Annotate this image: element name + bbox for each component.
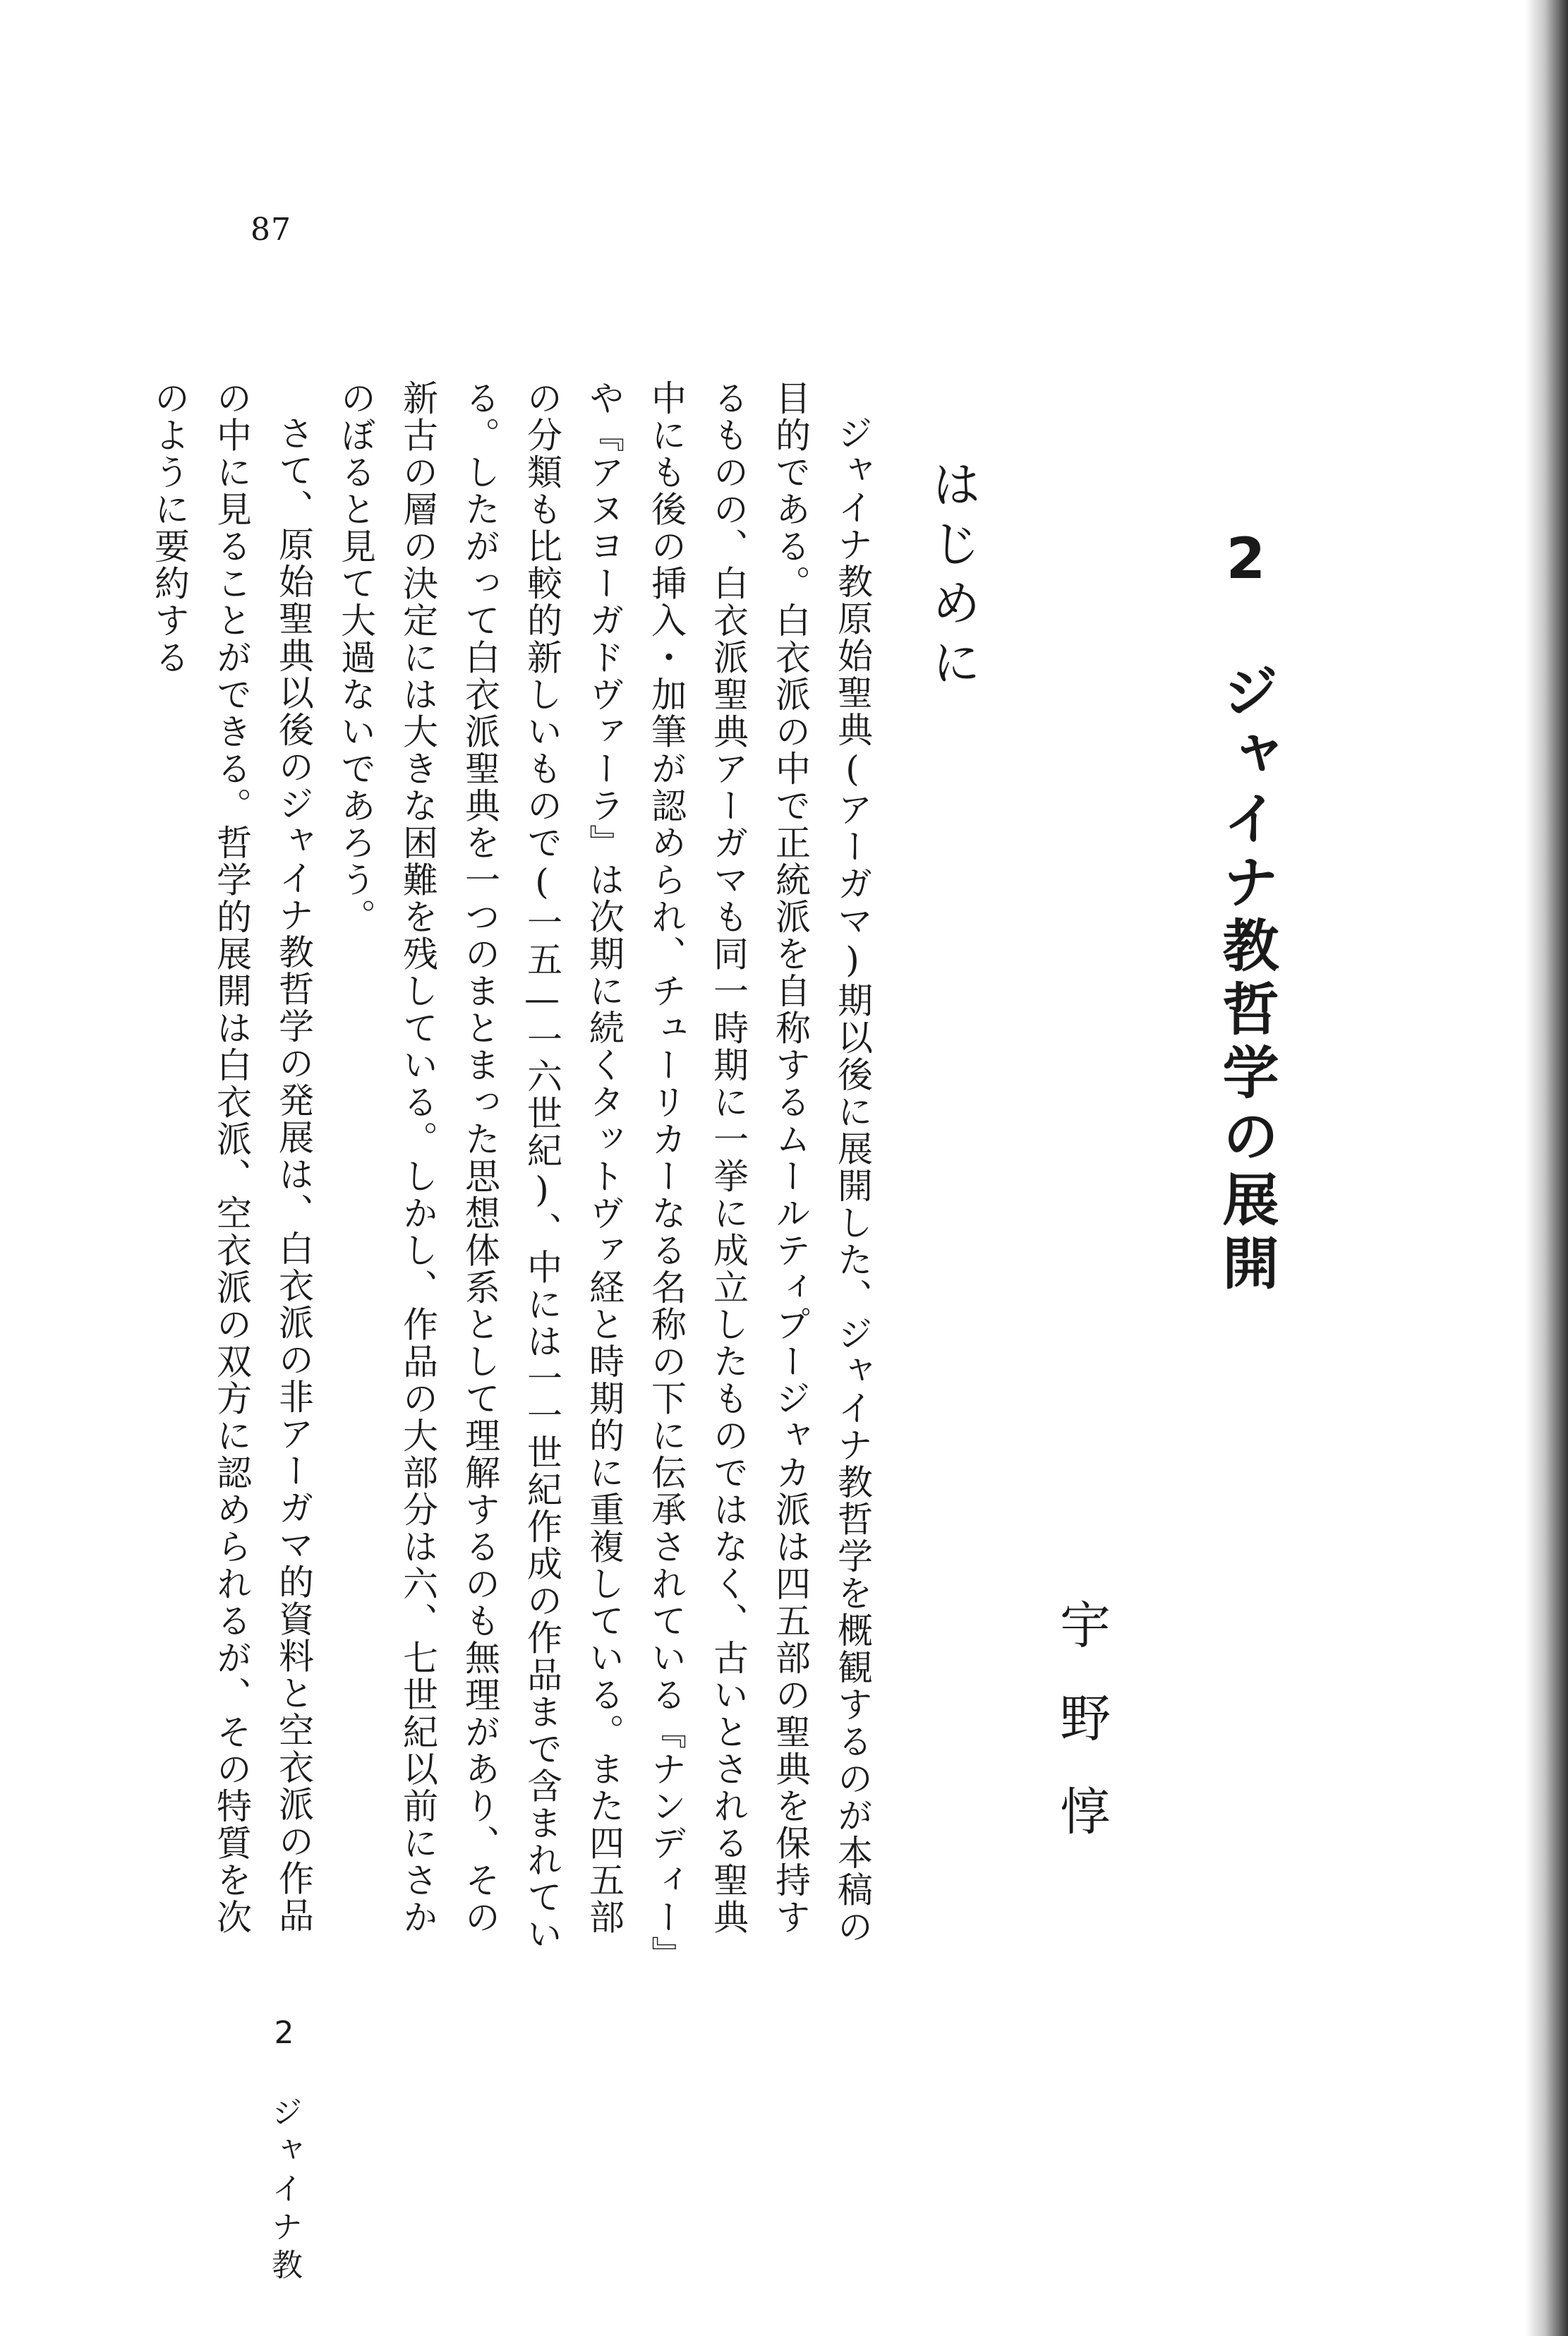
chapter-title: 2 ジャイナ教哲学の展開 <box>1213 526 1279 1297</box>
page-number: 87 <box>251 212 291 248</box>
body-text <box>149 380 883 1961</box>
paragraph-1: ジャイナ教原始聖典(アーガマ)期以後に展開した、ジャイナ教哲学を概観するのが本稿の目的である。白衣派の中で正統派を自称するムールティプージャカ派は四五部の聖典を保持するものの、白衣派聖典アーガマも同一時期に一挙に成立したものではなく、古いとされる聖典中にも後の挿入・加筆が認められ、チューリカーなる名称の下に伝承されている『ナンディー』や『アヌヨーガドヴァーラ』は次期に続くタットヴァ経と時期的に重複している。また四五部の分類も比較的新しいもので(一五—一六世紀)、中には一一世紀作成の作品まで含まれている。したがって白衣派聖典を一つのまとまった思想体系として理解するのも無理があり、その新古の層の決定には大きな困難を残している。しかし、作品の大部分は六、七世紀以前にさかのぼると見て大過ないであろう。 <box>335 380 873 1956</box>
section-heading: はじめに <box>924 459 982 696</box>
running-head: 2 ジャイナ教 <box>266 2015 302 2287</box>
author-name: 宇野惇 <box>1051 1599 1111 1878</box>
page-edge-shadow <box>1526 0 1568 2336</box>
paragraph-2: さて、原始聖典以後のジャイナ教哲学の発展は、白衣派の非アーガマ的資料と空衣派の作品の中に見ることができる。哲学的展開は白衣派、空衣派の双方に認められるが、その特質を次のように要約する <box>149 380 314 1936</box>
